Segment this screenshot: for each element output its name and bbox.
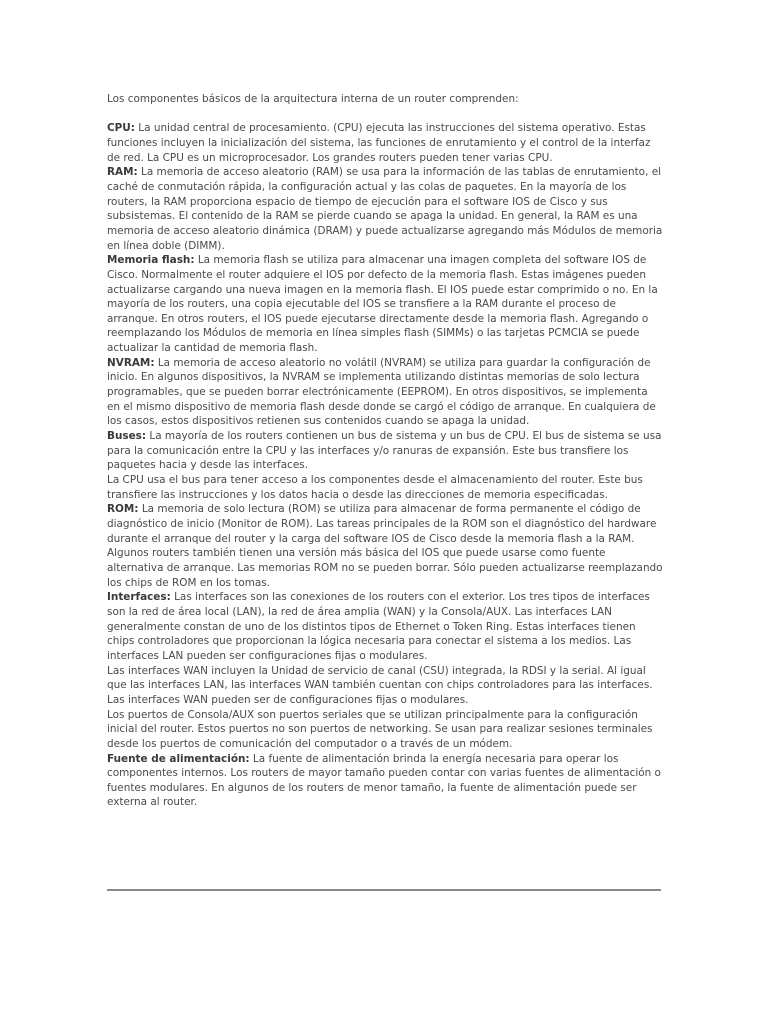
section-text: La fuente de alimentación brinda la energía necesaria para operar los componentes internos. Los routers de mayor tamaño pueden contar con varias fuentes de alimentación o fuentes modulares. En algunos de los routers de menor tamaño, la fuente de alimentación puede ser externa al router. (107, 752, 661, 809)
section-paragraph (107, 752, 663, 811)
section-paragraph: La CPU usa el bus para tener acceso a los componentes desde el almacenamiento del router. Este bus transfiere las instrucciones y los datos hacia o desde las direcciones de memoria especificadas. (107, 474, 643, 501)
section-paragraph (107, 590, 663, 663)
section-buses (107, 429, 663, 502)
section-term: RAM: (107, 166, 138, 179)
section-paragraph (107, 121, 663, 165)
section-paragraph: Los puertos de Consola/AUX son puertos seriales que se utilizan principalmente para la configuración inicial del router. Estos puertos no son puertos de networking. Se usan para realizar sesiones terminales desde los puertos de comunicación del computador o a través de un módem. (107, 708, 653, 750)
section-text: La memoria flash se utiliza para almacenar una imagen completa del software IOS de Cisco. Normalmente el router adquiere el IOS por defecto de la memoria flash. Estas imágenes pueden actualizarse cargando una nueva imagen en la memoria flash. El IOS puede estar comprimido o no. En la mayoría de los routers, una copia ejecutable del IOS se transfiere a la RAM durante el proceso de arranque. En otros routers, el IOS puede ejecutarse directamente desde la memoria flash. Agregando o reemplazando los Módulos de memoria en línea simples flash (SIMMs) o las tarjetas PCMCIA se puede actualizar la cantidad de memoria flash. (107, 254, 658, 355)
section-term: Fuente de alimentación: (107, 752, 250, 765)
section-text: La memoria de solo lectura (ROM) se utiliza para almacenar de forma permanente el código de diagnóstico de inicio (Monitor de ROM). Las tareas principales de la ROM son el diagnóstico del hardware durante el arranque del router y la carga del software IOS de Cisco desde la memoria flash a la RAM. Algunos routers también tienen una versión más básica del IOS que puede usarse como fuente alternativa de arranque. Las memorias ROM no se pueden borrar. Sólo pueden actualizarse reemplazando los chips de ROM en los tomas. (107, 503, 663, 589)
section-term: ROM: (107, 503, 139, 516)
intro-text: Los componentes básicos de la arquitectura interna de un router comprenden: (107, 93, 519, 105)
section-term: NVRAM: (107, 356, 155, 369)
section-paragraph (107, 253, 663, 356)
section-paragraph (107, 429, 663, 473)
section-power-supply (107, 752, 663, 811)
section-text: Las interfaces son las conexiones de los routers con el exterior. Los tres tipos de interfaces son la red de área local (LAN), la red de área amplia (WAN) y la Consola/AUX. Las interfaces LAN generalmente constan de uno de los distintos tipos de Ethernet o Token Ring. Estas interfaces tienen chips controladores que proporcionan la lógica necesaria para conectar el sistema a los medios. Las interfaces LAN pueden ser configuraciones fijas o modulares. (107, 591, 650, 662)
section-term: Interfaces: (107, 591, 171, 604)
section-paragraph (107, 502, 663, 590)
section-term: Memoria flash: (107, 254, 195, 267)
section-term: CPU: (107, 122, 135, 135)
section-paragraph: Las interfaces WAN incluyen la Unidad de servicio de canal (CSU) integrada, la RDSI y la serial. Al igual que las interfaces LAN, las interfaces WAN también cuentan con chips controladores para las interfaces. Las interfaces WAN pueden ser de configuraciones fijas o modulares. (107, 664, 653, 706)
section-text: La memoria de acceso aleatorio no volátil (NVRAM) se utiliza para guardar la configuración de inicio. En algunos dispositivos, la NVRAM se implementa utilizando distintas memorias de solo lectura programables, que se pueden borrar electrónicamente (EEPROM). En otros dispositivos, se implementa en el mismo dispositivo de memoria flash desde donde se cargó el código de arranque. En cualquiera de los casos, estos dispositivos retienen sus contenidos cuando se apaga la unidad. (107, 356, 656, 428)
section-text: La unidad central de procesamiento. (CPU) ejecuta las instrucciones del sistema operativo. Estas funciones incluyen la inicialización del sistema, las funciones de enrutamiento y el control de la interfaz de red. La CPU es un microprocesador. Los grandes routers pueden tener varias CPU. (107, 122, 651, 164)
section-nvram (107, 356, 663, 429)
section-interfaces (107, 590, 663, 751)
section-text: La mayoría de los routers contienen un bus de sistema y un bus de CPU. El bus de sistema se usa para la comunicación entre la CPU y las interfaces y/o ranuras de expansión. Este bus transfiere los paquetes hacia y desde las interfaces. (107, 430, 662, 472)
section-flash (107, 253, 663, 356)
section-text: La memoria de acceso aleatorio (RAM) se usa para la información de las tablas de enrutamiento, el caché de conmutación rápida, la configuración actual y las colas de paquetes. En la mayoría de los routers, la RAM proporciona espacio de tiempo de ejecución para el software IOS de Cisco y sus subsistemas. El contenido de la RAM se pierde cuando se apaga la unidad. En general, la RAM es una memoria de acceso aleatorio dinámica (DRAM) y puede actualizarse agregando más Módulos de memoria en línea doble (DIMM). (107, 166, 663, 252)
section-paragraph (107, 356, 663, 429)
document-body (107, 92, 663, 810)
section-rom (107, 502, 663, 590)
horizontal-divider (107, 889, 661, 891)
section-paragraph (107, 165, 663, 253)
section-term: Buses: (107, 430, 147, 443)
section-cpu (107, 121, 663, 165)
section-ram (107, 165, 663, 253)
